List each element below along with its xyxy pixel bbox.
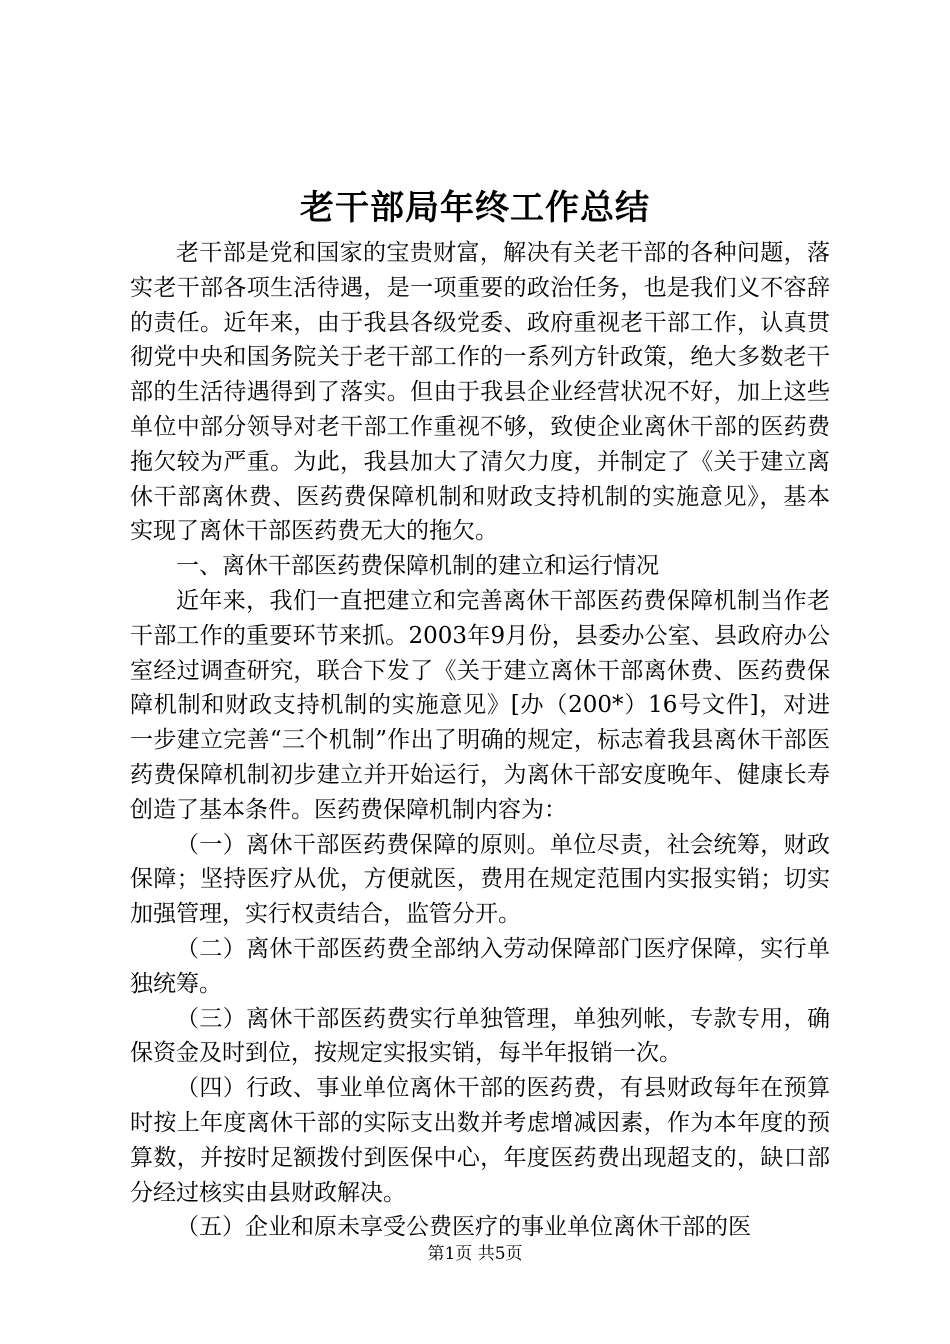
paragraph-item-3: （三）离休干部医药费实行单独管理，单独列帐，专款专用，确保资金及时到位，按规定实报实销，每半年报销一次。: [130, 1005, 830, 1067]
paragraph-intro: 老干部是党和国家的宝贵财富，解决有关老干部的各种问题，落实老干部各项生活待遇，是一项重要的政治任务，也是我们义不容辞的责任。近年来，由于我县各级党委、政府重视老干部工作，认真贯彻党中央和国务院关于老干部工作的一系列方针政策，绝大多数老干部的生活待遇得到了落实。但由于我县企业经营状况不好，加上这些单位中部分领导对老干部工作重视不够，致使企业离休干部的医药费拖欠较为严重。为此，我县加大了清欠力度，并制定了《关于建立离休干部离休费、医药费保障机制和财政支持机制的实施意见》，基本实现了离休干部医药费无大的拖欠。: [130, 240, 830, 545]
paragraph-section-1: 近年来，我们一直把建立和完善离休干部医药费保障机制当作老干部工作的重要环节来抓。2003年9月份，县委办公室、县政府办公室经过调查研究，联合下发了《关于建立离休干部离休费、医药费保障机制和财政支持机制的实施意见》[办（200*）16号文件]，对进一步建立完善“三个机制”作出了明确的规定，标志着我县离休干部医药费保障机制初步建立并开始运行，为离休干部安度晚年、健康长寿创造了基本条件。医药费保障机制内容为：: [130, 587, 830, 823]
document-body: [130, 236, 830, 1245]
paragraph-item-2: （二）离休干部医药费全部纳入劳动保障部门医疗保障，实行单独统筹。: [130, 935, 830, 997]
paragraph-item-5: （五）企业和原未享受公费医疗的事业单位离休干部的医: [176, 1214, 751, 1241]
page-number: 第1页 共5页: [427, 1244, 523, 1264]
paragraph-item-1: （一）离休干部医药费保障的原则。单位尽责，社会统筹，财政保障；坚持医疗从优，方便就医，费用在规定范围内实报实销；切实加强管理，实行权责结合，监管分开。: [130, 831, 830, 928]
page-footer: [0, 1242, 950, 1266]
paragraph-item-4: （四）行政、事业单位离休干部的医药费，有县财政每年在预算时按上年度离休干部的实际支出数并考虑增减因素，作为本年度的预算数，并按时足额拨付到医保中心，年度医药费出现超支的，缺口部分经过核实由县财政解决。: [130, 1075, 830, 1206]
section-heading-1: 一、离休干部医药费保障机制的建立和运行情况: [176, 553, 659, 580]
document-title: 老干部局年终工作总结: [300, 188, 650, 228]
